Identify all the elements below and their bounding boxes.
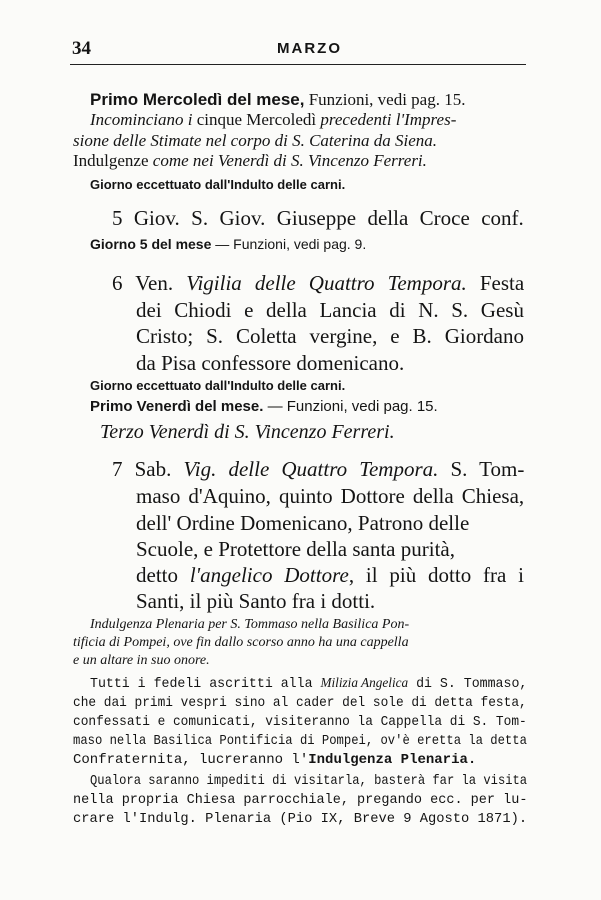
text-run: detto [136, 563, 190, 587]
text-run: tificia di Pompei, ove fin dallo scorso anno ha una cappella [73, 635, 409, 650]
text-run: 7 Sab. [112, 457, 184, 481]
text-line [73, 714, 527, 730]
text-run: Vigilia delle Quattro Tempora. [186, 271, 467, 295]
text-line [90, 398, 438, 416]
text-run: crare l'Indulg. Plenaria (Pio IX, Breve 9 Agosto 1871). [73, 811, 528, 827]
text-run: 6 Ven. [112, 271, 187, 295]
text-line [73, 811, 527, 827]
text-run: Santi, il più Santo fra i dotti. [136, 589, 376, 613]
text-run: che dai primi vespri sino al cader del sole di detta festa, [73, 695, 527, 711]
text-run: Festa [466, 271, 525, 295]
text-run: — Funzioni, vedi pag. 9. [211, 236, 367, 252]
day-entry-7 [112, 457, 524, 482]
day-entry-6 [112, 271, 524, 296]
text-run: — Funzioni, vedi pag. 15. [263, 398, 438, 415]
text-line [73, 151, 427, 171]
text-run: Giorno 5 del mese [90, 236, 212, 252]
day-entry-5 [112, 206, 524, 231]
text-run: Indulgenze [73, 151, 153, 170]
text-run: Primo Venerdì del mese. [90, 398, 264, 415]
text-line [73, 131, 437, 151]
text-run: Qualora saranno impediti di visitarla, basterà far la visita [90, 773, 528, 789]
text-run: Primo Mercoledì del mese, [90, 90, 305, 109]
text-line [90, 676, 527, 692]
text-run: Incominciano i [90, 110, 193, 129]
text-run: Funzioni, vedi pag. 15. [304, 90, 466, 109]
text-run: maso nella Basilica Pontificia di Pompei, ov'è eretta la detta [73, 733, 527, 749]
text-run: di S. Tommaso, [408, 676, 528, 692]
text-run: cinque Mercoledì [192, 110, 321, 129]
text-run: precedenti l'Impres- [320, 110, 457, 129]
text-line [136, 537, 455, 562]
text-line [136, 511, 469, 536]
text-run: dei Chiodi e della Lancia di N. S. Gesù [136, 298, 524, 322]
text-run: confessati e comunicati, visiteranno la Cappella di S. Tom- [73, 714, 527, 730]
text-run: da Pisa confessore domenicano. [136, 351, 405, 375]
text-line [73, 635, 409, 651]
header-rule [70, 64, 526, 65]
page-number: 34 [72, 38, 91, 59]
text-line [136, 563, 524, 588]
text-run: , il più dotto fra i [348, 563, 524, 587]
text-run: come nei Venerdì di S. Vincenzo Ferreri. [152, 151, 427, 170]
text-run: Tutti i fedeli ascritti alla [90, 676, 321, 692]
text-run: Cristo; S. Coletta vergine, e B. Giordano [136, 324, 525, 348]
text-line [73, 752, 476, 768]
text-line [73, 695, 527, 711]
text-run: 5 Giov. S. Giov. Giuseppe della Croce conf. [112, 206, 524, 230]
text-run: nella propria Chiesa parrocchiale, pregando ecc. per lu- [73, 792, 528, 808]
text-run: sione delle Stimate nel corpo di S. Caterina da Siena. [73, 131, 438, 150]
text-line [73, 653, 210, 669]
text-run: Giorno eccettuato dall'Indulto delle carni. [90, 378, 346, 393]
text-line [90, 110, 456, 130]
text-line [73, 733, 527, 749]
text-line [90, 90, 465, 110]
text-run: dell' Ordine Domenicano, Patrono delle [136, 511, 470, 535]
text-line [90, 378, 345, 394]
text-line [136, 324, 524, 349]
text-run: Terzo Venerdì di S. Vincenzo Ferreri. [100, 421, 395, 443]
text-line [90, 617, 409, 633]
text-line [100, 421, 395, 444]
text-line [136, 484, 524, 509]
text-line [136, 351, 404, 376]
text-line [90, 177, 345, 193]
text-line [90, 236, 366, 254]
text-run: Confraternita, lucreranno l' [73, 752, 309, 768]
text-run: Indulgenza Plenaria. [308, 752, 477, 768]
text-run: maso d'Aquino, quinto Dottore della Chiesa, [136, 484, 525, 508]
page-header [70, 38, 526, 62]
text-run: Scuole, e Protettore della santa purità, [136, 537, 455, 561]
text-run: e un altare in suo onore. [73, 653, 210, 668]
text-run: S. Tom- [438, 457, 525, 481]
text-run: Indulgenza Plenaria per S. Tommaso nella Basilica Pon- [90, 617, 410, 632]
text-line [90, 773, 527, 789]
text-line [136, 298, 524, 323]
text-line [73, 792, 527, 808]
text-run: Giorno eccettuato dall'Indulto delle carni. [90, 177, 346, 192]
text-line [136, 589, 375, 614]
text-run: Vig. delle Quattro Tempora. [183, 457, 439, 481]
running-title: MARZO [277, 40, 342, 57]
text-run: l'angelico Dottore [189, 563, 349, 587]
text-run: Milizia Angelica [320, 676, 409, 691]
